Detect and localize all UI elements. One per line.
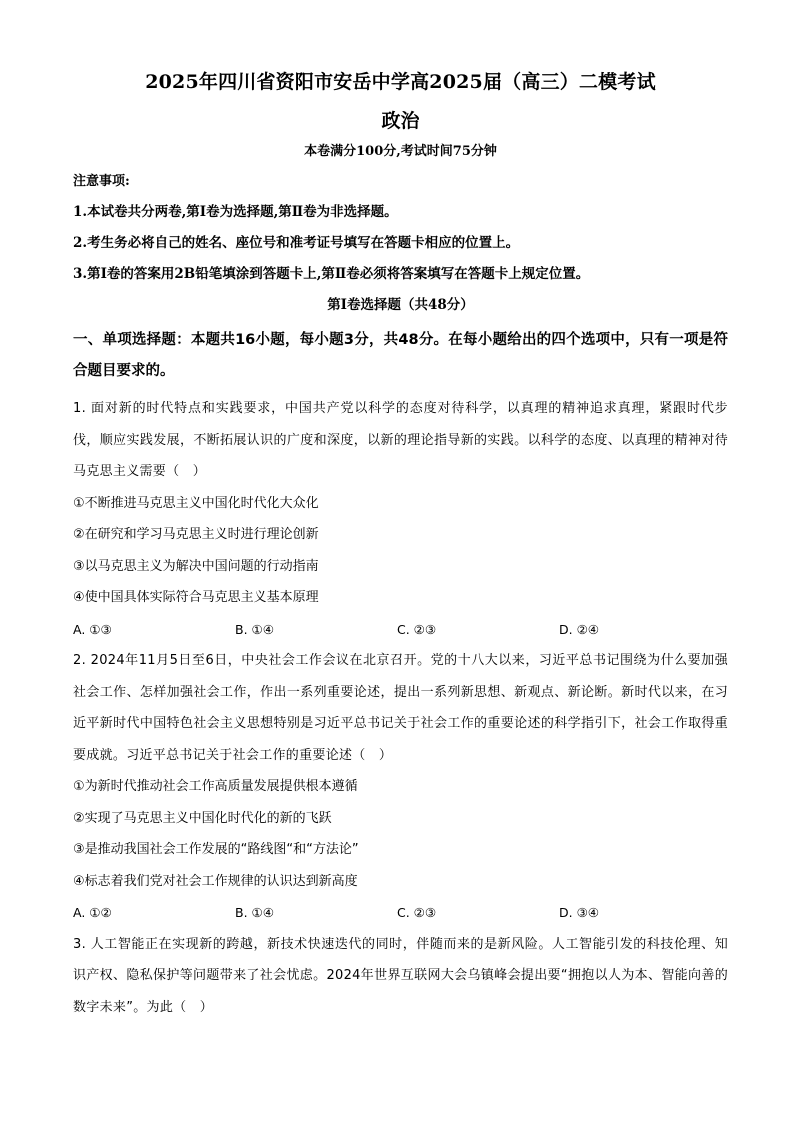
- statement: ③是推动我国社会工作发展的“路线图“和“方法论”: [73, 842, 359, 857]
- statement: ②实现了马克思主义中国化时代化的新的飞跃: [73, 810, 332, 826]
- question-stem: 2. 2024年11月5日至6日，中央社会工作会议在北京召开。党的十八大以来，习近平总书记围绕为什么要加强社会工作、怎样加强社会工作，作出一系列重要论述，提出一系列新思想、新观点、新论断。新时代以来，在习近平新时代中国特色社会主义思想特别是习近平总书记关于社会工作的重要论述的科学指引下，社会工作取得重要成就。习近平总书记关于社会工作的重要论述（ ）: [73, 653, 728, 763]
- statement: ③以马克思主义为解决中国问题的行动指南: [73, 558, 319, 574]
- notice-item: 2.考生务必将自己的姓名、座位号和准考证号填写在答题卡相应的位置上。: [73, 235, 520, 251]
- exam-title: 2025年四川省资阳市安岳中学高2025届（高三）二模考试: [145, 71, 656, 93]
- statement: ①不断推进马克思主义中国化时代化大众化: [73, 495, 319, 511]
- choice-d[interactable]: D. ③④: [559, 905, 599, 920]
- choice-c[interactable]: C. ②③: [397, 905, 437, 920]
- choice-a[interactable]: A. ①②: [73, 905, 112, 920]
- exam-meta: 本卷满分100分,考试时间75分钟: [304, 144, 497, 159]
- statement: ②在研究和学习马克思主义时进行理论创新: [73, 527, 319, 542]
- question-3: [73, 929, 728, 1024]
- choice-b[interactable]: B. ①④: [235, 905, 274, 920]
- choice-b[interactable]: B. ①④: [235, 621, 274, 637]
- subject-title: 政治: [381, 110, 420, 132]
- notice-item: 1.本试卷共分两卷,第Ⅰ卷为选择题,第Ⅱ卷为非选择题。: [73, 204, 398, 220]
- choice-a[interactable]: A. ①③: [73, 621, 112, 637]
- question-1: [73, 393, 728, 645]
- part1-title: 第Ⅰ卷选择题（共48分）: [327, 297, 474, 313]
- section-title: 一、单项选择题：本题共16小题，每小题3分，共48分。在每小题给出的四个选项中，只有一项是符合题目要求的。: [73, 332, 728, 379]
- choice-c[interactable]: C. ②③: [397, 621, 437, 637]
- question-stem: 3. 人工智能正在实现新的跨越，新技术快速迭代的同时，伴随而来的是新风险。人工智能引发的科技伦理、知识产权、隐私保护等问题带来了社会忧虑。2024年世界互联网大会乌镇峰会提出要“拥抱以人为本、智能向善的数字未来”。为此（ ）: [73, 936, 728, 1015]
- notice-heading: 注意事项:: [73, 174, 130, 189]
- question-stem: 1. 面对新的时代特点和实践要求，中国共产党以科学的态度对待科学，以真理的精神追求真理，紧跟时代步伐，顺应实践发展，不断拓展认识的广度和深度，以新的理论指导新的实践。以科学的态度、以真理的精神对待马克思主义需要（ ）: [73, 401, 728, 479]
- notice-item: 3.第Ⅰ卷的答案用2B铅笔填涂到答题卡上,第Ⅱ卷必须将答案填写在答题卡上规定位置。: [73, 266, 590, 282]
- question-2: [73, 645, 728, 929]
- statement: ④标志着我们党对社会工作规律的认识达到新高度: [73, 873, 358, 889]
- answer-choices: [73, 614, 728, 646]
- choice-d[interactable]: D. ②④: [559, 621, 599, 637]
- answer-choices: [73, 897, 728, 929]
- statement: ④使中国具体实际符合马克思主义基本原理: [73, 590, 319, 605]
- statement: ①为新时代推动社会工作高质量发展提供根本遵循: [73, 779, 358, 794]
